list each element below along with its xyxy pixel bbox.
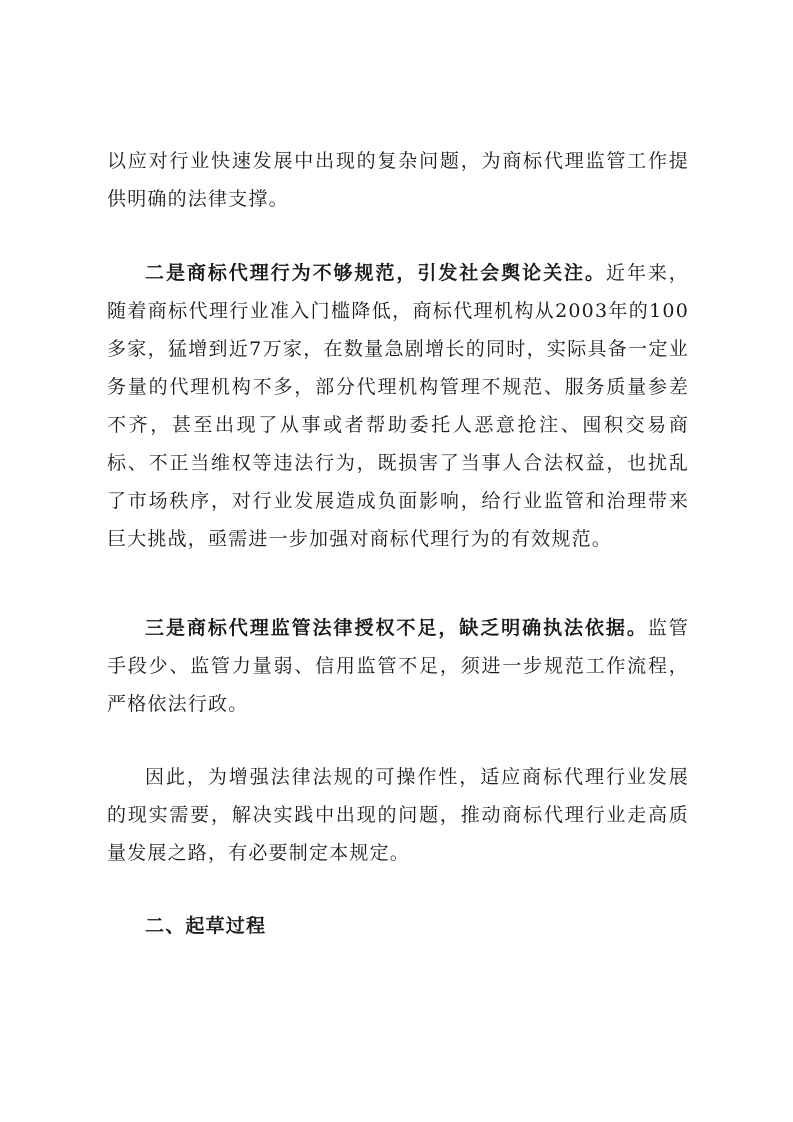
paragraph-lead: 二是商标代理行为不够规范，引发社会舆论关注。 — [145, 262, 606, 284]
paragraph-text: 近年来，随着商标代理行业准入门槛降低，商标代理机构从2003年的100多家，猛增到近7万家，在数量急剧增长的同时，实际具备一定业务量的代理机构不多，部分代理机构管理不规范、服务质量参差不齐，甚至出现了从事或者帮助委托人恶意抢注、囤积交易商标、不正当维权等违法行为，既损害了当事人合法权益，也扰乱了市场秩序，对行业发展造成负面影响，给行业监管和治理带来巨大挑战，亟需进一步加强对商标代理行为的有效规范。 — [107, 262, 689, 550]
paragraph-conclusion — [107, 758, 689, 872]
paragraph-continuation — [107, 142, 689, 218]
paragraph-text: 因此，为增强法律法规的可操作性，适应商标代理行业发展的现实需要，解决实践中出现的问题，推动商标代理行业走高质量发展之路，有必要制定本规定。 — [107, 766, 689, 864]
paragraph-point-two — [107, 254, 689, 558]
paragraph-text: 以应对行业快速发展中出现的复杂问题，为商标代理监管工作提供明确的法律支撑。 — [107, 150, 689, 210]
section-heading: 二、起草过程 — [145, 915, 267, 937]
paragraph-point-three — [107, 609, 689, 723]
paragraph-lead: 三是商标代理监管法律授权不足，缺乏明确执法依据。 — [145, 617, 648, 639]
paragraph-text: 监管手段少、监管力量弱、信用监管不足，须进一步规范工作流程，严格依法行政。 — [107, 617, 689, 715]
